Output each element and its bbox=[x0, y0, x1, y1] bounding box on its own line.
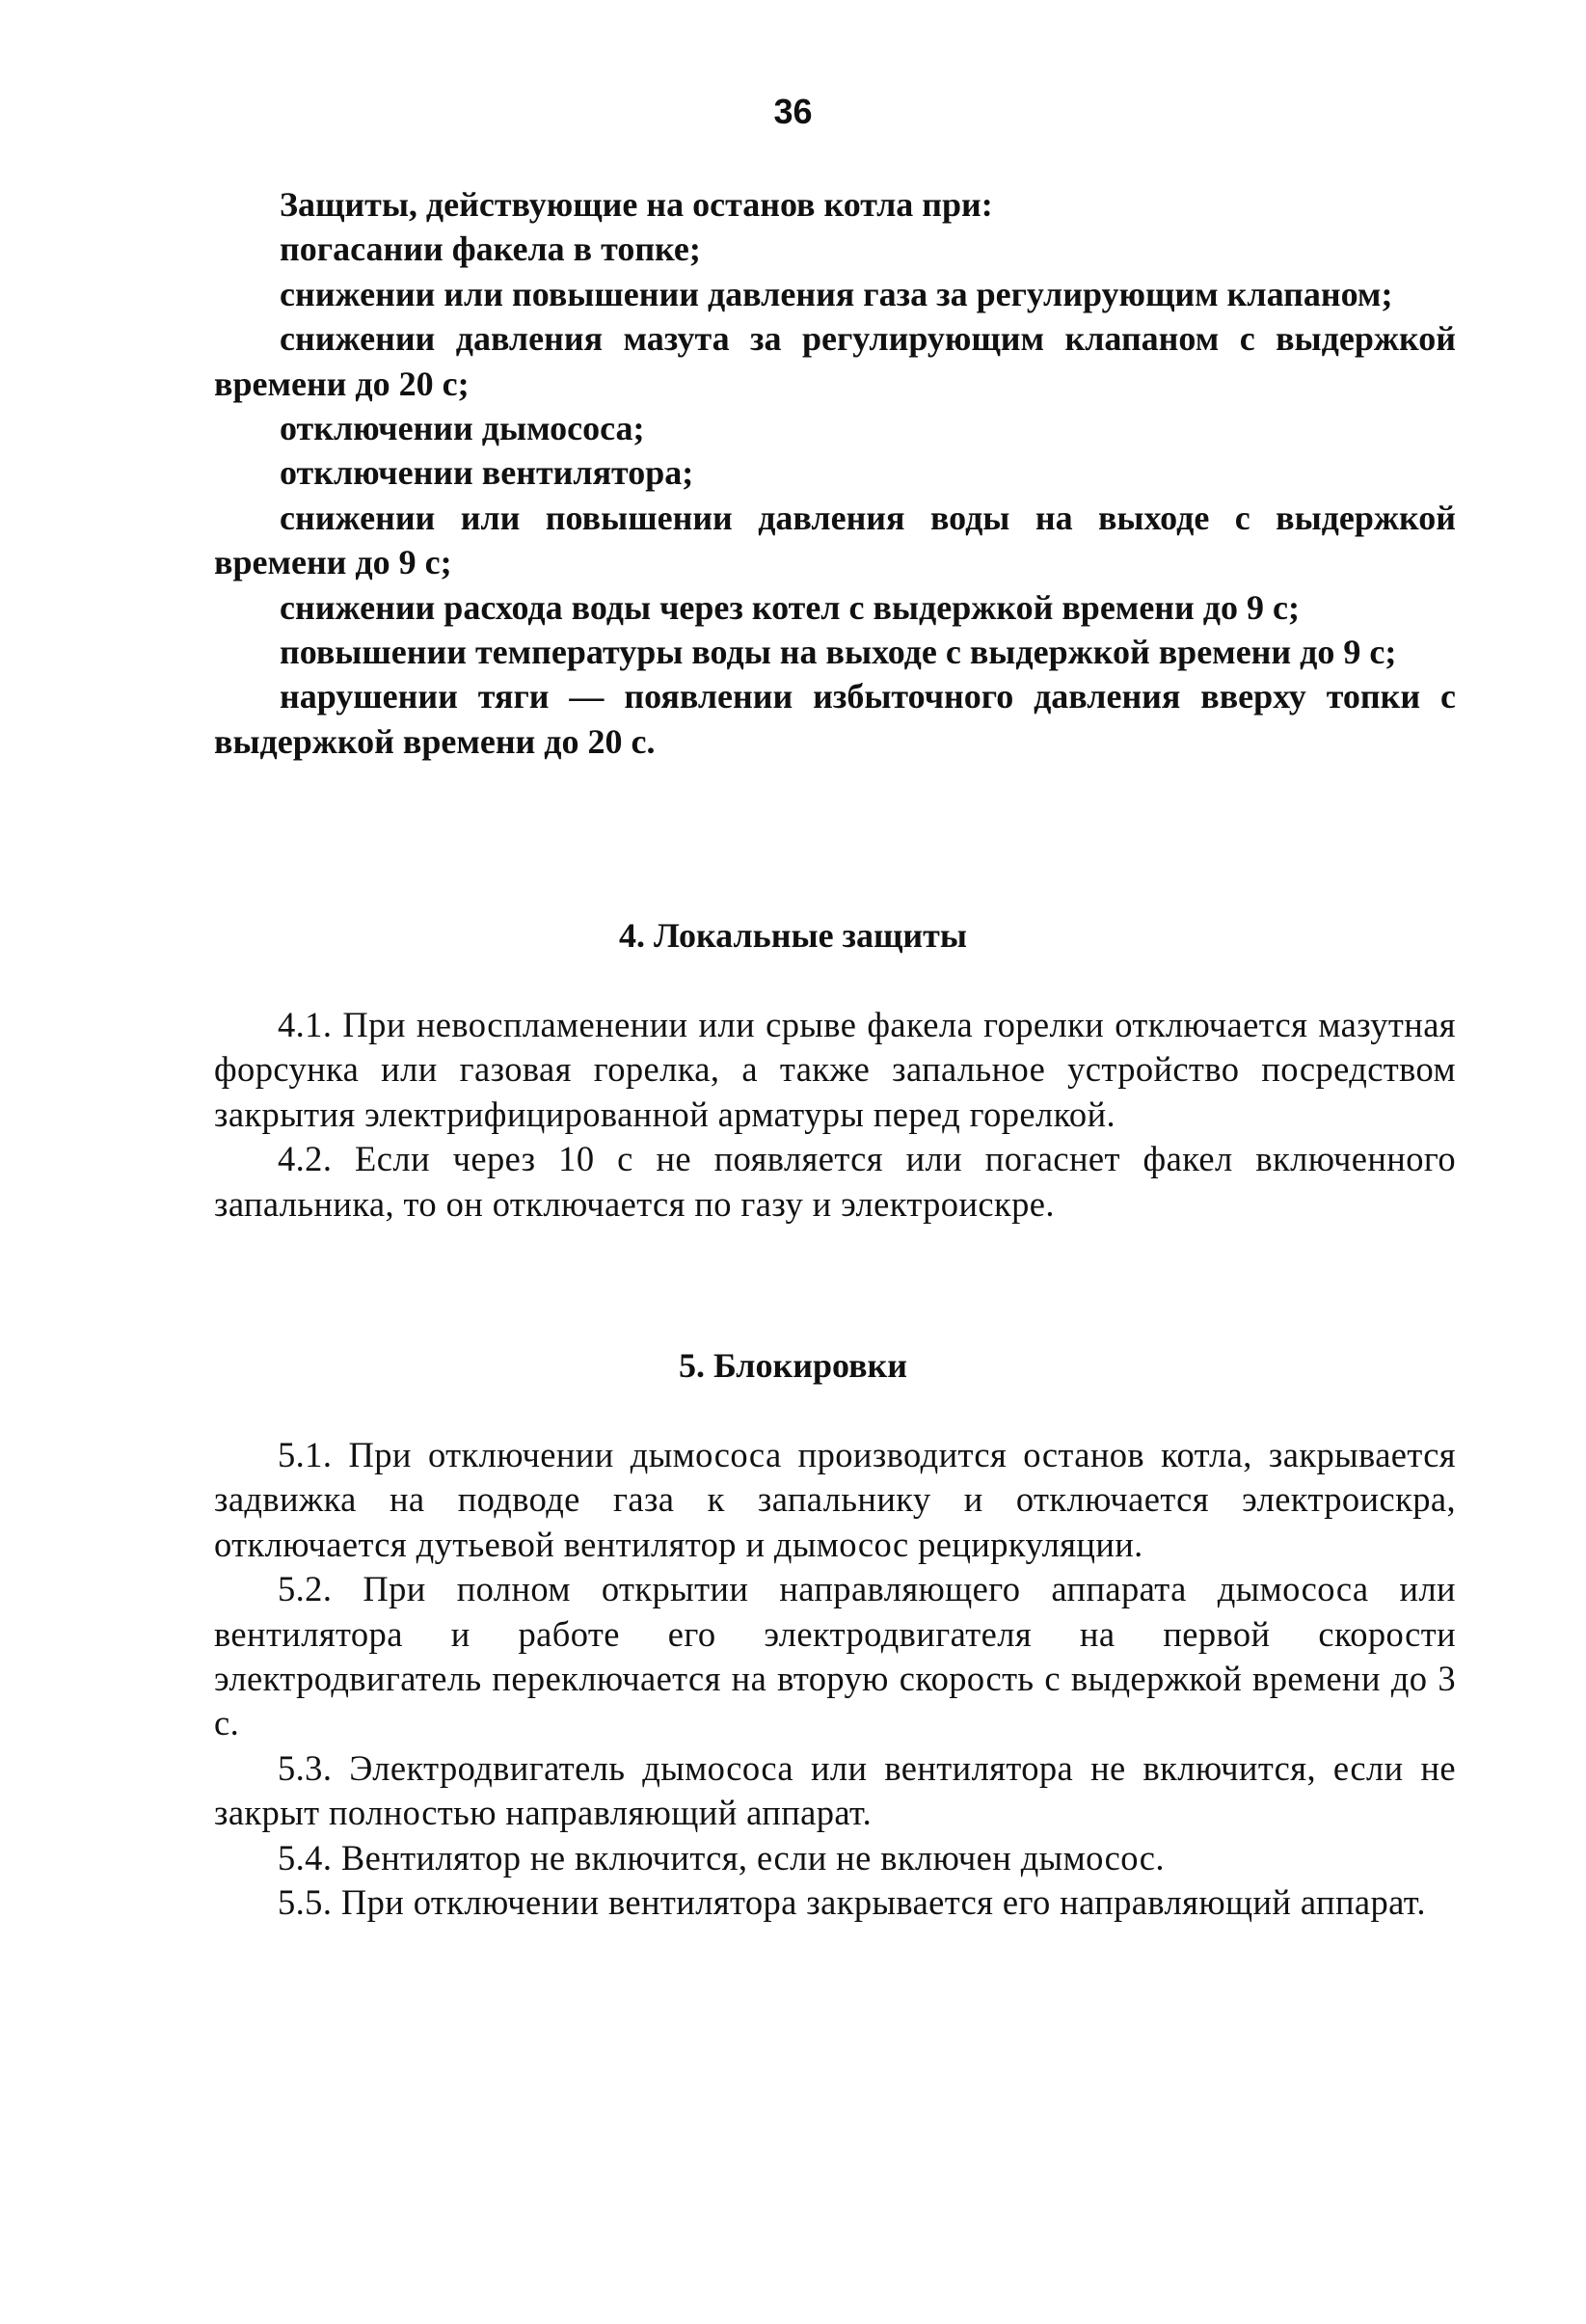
protections-list bbox=[214, 182, 1456, 764]
section-4-heading: 4. Локальные защиты bbox=[619, 916, 967, 955]
page-number: 36 bbox=[773, 92, 813, 131]
section-5-heading: 5. Блокировки bbox=[678, 1346, 908, 1385]
section-4-paragraph: 4.1. При невоспламенении или срыве факела горелки отключается мазутная форсунка или газовая горелка, а также запальное устройство посредством закрытия электрифицированной арматуры перед горелкой. bbox=[214, 1005, 1456, 1134]
section-5-paragraph: 5.3. Электродвигатель дымососа или вентилятора не включится, если не закрыт полностью направляющий аппарат. bbox=[214, 1747, 1456, 1833]
protection-item: отключении вентилятора; bbox=[280, 453, 694, 493]
protection-item: снижении расхода воды через котел с выдержкой времени до 9 с; bbox=[280, 587, 1300, 627]
protection-item: снижении давления мазута за регулирующим клапаном с выдержкой времени до 20 с; bbox=[214, 319, 1456, 403]
protections-intro: Защиты, действующие на останов котла при: bbox=[280, 185, 993, 224]
section-5-body bbox=[214, 1433, 1456, 1925]
section-4-body bbox=[214, 1003, 1456, 1227]
protection-item: снижении или повышении давления газа за регулирующим клапаном; bbox=[280, 274, 1393, 313]
protection-item: отключении дымососа; bbox=[280, 409, 645, 448]
protection-item: погасании факела в топке; bbox=[280, 230, 701, 269]
protection-item: нарушении тяги — появлении избыточного давления вверху топки с выдержкой времени до 20 с. bbox=[214, 677, 1456, 761]
section-5-paragraph: 5.1. При отключении дымососа производится останов котла, закрывается задвижка на подводе газа к запальнику и отключается электроискра, отключается дутьевой вентилятор и дымосос рециркуляции. bbox=[214, 1435, 1456, 1564]
section-5-paragraph: 5.5. При отключении вентилятора закрывается его направляющий аппарат. bbox=[278, 1882, 1426, 1923]
protection-item: снижении или повышении давления воды на выходе с выдержкой времени до 9 с; bbox=[214, 498, 1456, 582]
section-5-paragraph: 5.4. Вентилятор не включится, если не включен дымосос. bbox=[278, 1837, 1165, 1878]
section-5-paragraph: 5.2. При полном открытии направляющего аппарата дымососа или вентилятора и работе его электродвигателя на первой скорости электродвигатель переключается на вторую скорость с выдержкой времени до 3 с. bbox=[214, 1569, 1456, 1743]
protection-item: повышении температуры воды на выходе с выдержкой времени до 9 с; bbox=[280, 633, 1397, 672]
section-4-paragraph: 4.2. Если через 10 с не появляется или погаснет факел включенного запальника, то он отключается по газу и электроискре. bbox=[214, 1139, 1456, 1224]
